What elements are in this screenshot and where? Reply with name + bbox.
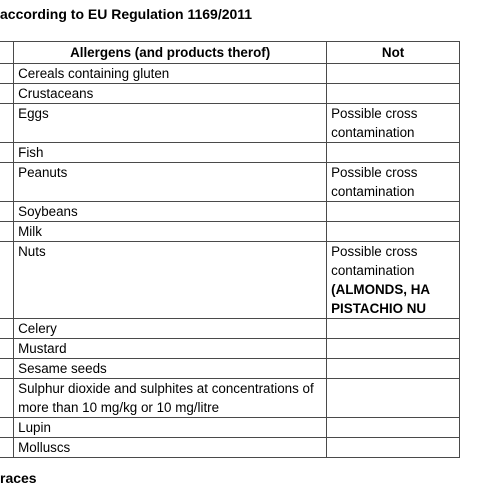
table-row <box>0 379 460 418</box>
row-id-cell <box>0 418 14 438</box>
table-row <box>0 319 460 339</box>
row-id-cell <box>0 104 14 143</box>
table-row <box>0 104 460 143</box>
row-id-cell <box>0 242 14 319</box>
allergen-cell: Nuts <box>14 242 327 319</box>
table-row <box>0 242 460 319</box>
notes-cell <box>327 418 460 438</box>
table-row <box>0 339 460 359</box>
note-line: (ALMONDS, HA <box>331 282 431 297</box>
notes-cell <box>327 104 460 143</box>
note-line: contamination <box>331 184 415 199</box>
row-id-cell <box>0 163 14 202</box>
allergen-cell: Lupin <box>14 418 327 438</box>
row-id-cell <box>0 143 14 163</box>
note-line: PISTACHIO NU <box>331 301 427 316</box>
allergen-cell: Peanuts <box>14 163 327 202</box>
notes-cell <box>327 438 460 458</box>
notes-cell <box>327 163 460 202</box>
table-row <box>0 438 460 458</box>
allergen-cell: Sulphur dioxide and sulphites at concentrations of more than 10 mg/kg or 10 mg/litre <box>14 379 327 418</box>
row-id-cell <box>0 84 14 104</box>
row-id-cell <box>0 379 14 418</box>
regulation-heading: according to EU Regulation 1169/2011 <box>0 6 253 22</box>
note-line: contamination <box>331 263 415 278</box>
allergen-cell: Eggs <box>14 104 327 143</box>
allergen-cell: Milk <box>14 222 327 242</box>
row-id-cell <box>0 222 14 242</box>
row-id-cell <box>0 438 14 458</box>
column-header-id <box>0 42 14 64</box>
allergen-cell: Cereals containing gluten <box>14 64 327 84</box>
table-row <box>0 64 460 84</box>
table-row <box>0 418 460 438</box>
row-id-cell <box>0 359 14 379</box>
notes-cell <box>327 84 460 104</box>
notes-cell <box>327 359 460 379</box>
allergen-cell: Celery <box>14 319 327 339</box>
allergen-cell: Soybeans <box>14 202 327 222</box>
column-header-allergens: Allergens (and products therof) <box>14 42 327 64</box>
table-row <box>0 143 460 163</box>
row-id-cell <box>0 202 14 222</box>
note-line: contamination <box>331 125 415 140</box>
traces-heading: races <box>0 470 37 486</box>
notes-cell <box>327 64 460 84</box>
allergen-table <box>0 41 460 458</box>
table-row <box>0 84 460 104</box>
notes-cell <box>327 202 460 222</box>
row-id-cell <box>0 339 14 359</box>
note-line: Possible cross <box>331 106 418 121</box>
allergen-cell: Molluscs <box>14 438 327 458</box>
notes-cell <box>327 339 460 359</box>
table-row <box>0 359 460 379</box>
notes-cell <box>327 319 460 339</box>
note-line: Possible cross <box>331 165 418 180</box>
allergen-cell: Mustard <box>14 339 327 359</box>
notes-cell <box>327 222 460 242</box>
allergen-cell: Sesame seeds <box>14 359 327 379</box>
row-id-cell <box>0 64 14 84</box>
notes-cell <box>327 242 460 319</box>
allergen-cell: Fish <box>14 143 327 163</box>
allergen-cell: Crustaceans <box>14 84 327 104</box>
column-header-notes: Not <box>327 42 460 64</box>
table-row <box>0 222 460 242</box>
notes-cell <box>327 379 460 418</box>
note-line: Possible cross <box>331 244 418 259</box>
row-id-cell <box>0 319 14 339</box>
table-row <box>0 202 460 222</box>
table-header-row <box>0 42 460 64</box>
notes-cell <box>327 143 460 163</box>
table-row <box>0 163 460 202</box>
